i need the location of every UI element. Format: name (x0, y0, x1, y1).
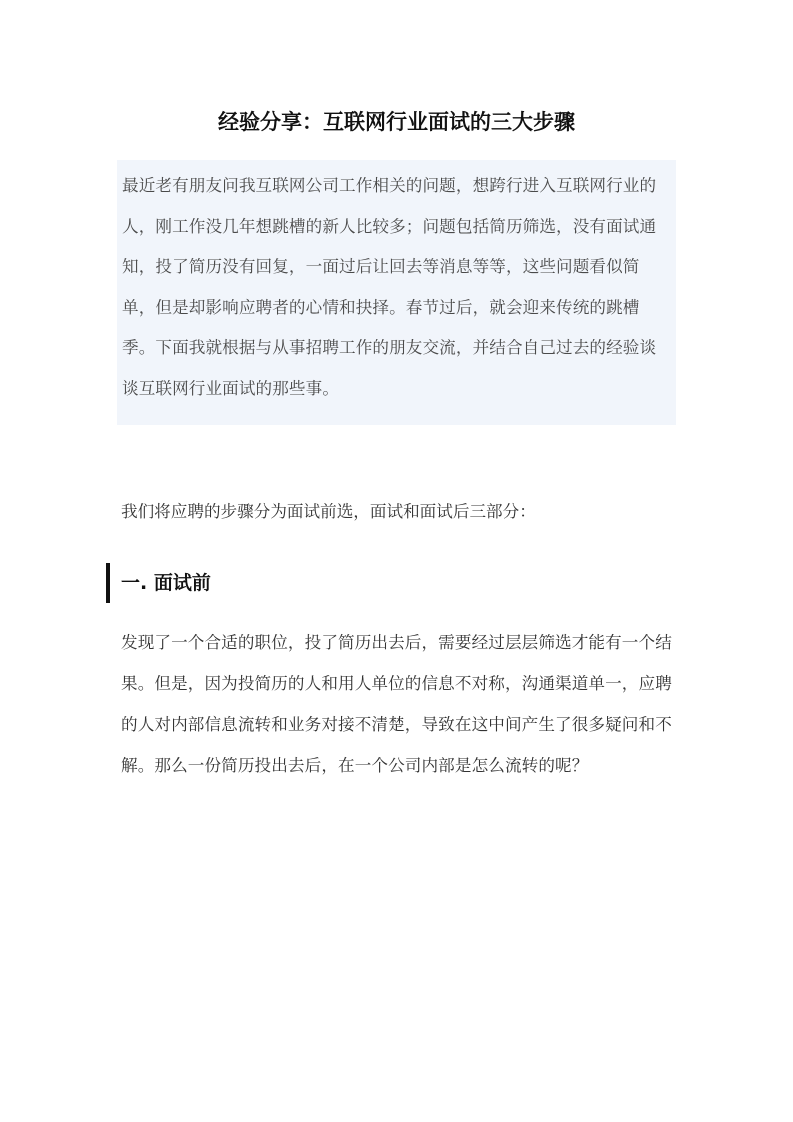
intro-quote-box (117, 160, 676, 425)
section-heading-text: 一. 面试前 (121, 572, 211, 594)
section-body-paragraph: 发现了一个合适的职位，投了简历出去后，需要经过层层筛选才能有一个结果。但是，因为投简历的人和用人单位的信息不对称，沟通渠道单一，应聘的人对内部信息流转和业务对接不清楚，导致在这中间产生了很多疑问和不解。那么一份简历投出去后，在一个公司内部是怎么流转的呢？ (121, 633, 672, 775)
heading-accent-bar (106, 563, 110, 603)
section-heading (106, 563, 686, 603)
page-title: 经验分享：互联网行业面试的三大步骤 (218, 110, 575, 134)
lead-paragraph: 我们将应聘的步骤分为面试前选，面试和面试后三部分： (121, 502, 536, 521)
intro-paragraph: 最近老有朋友问我互联网公司工作相关的问题，想跨行进入互联网行业的人，刚工作没几年想跳槽的新人比较多；问题包括简历筛选，没有面试通知，投了简历没有回复，一面过后让回去等消息等等，这些问题看似简单，但是却影响应聘者的心情和抉择。春节过后，就会迎来传统的跳槽季。下面我就根据与从事招聘工作的朋友交流，并结合自己过去的经验谈谈互联网行业面试的那些事。 (122, 176, 657, 398)
